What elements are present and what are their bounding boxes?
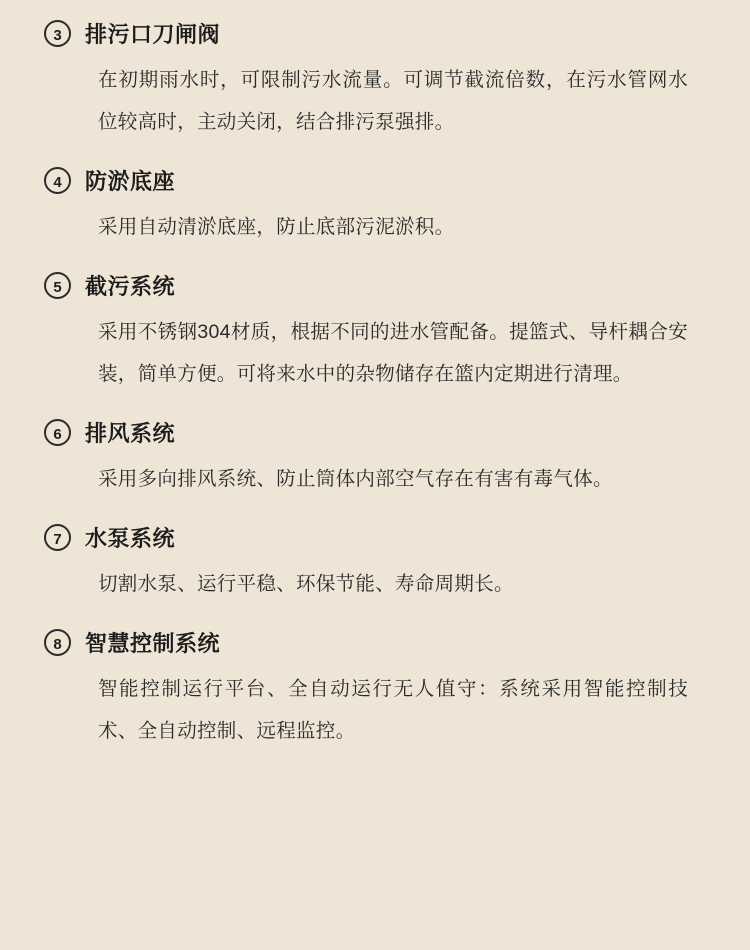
item-number-badge: 4 [44,167,71,194]
list-item-heading [44,627,688,658]
item-number-badge: 3 [44,20,71,47]
list-item [44,270,688,395]
item-number-badge: 7 [44,524,71,551]
list-item-heading [44,522,688,553]
list-item-heading [44,417,688,448]
item-title: 排污口刀闸阀 [85,22,221,47]
list-item [44,165,688,248]
list-item-heading [44,18,688,49]
item-title: 截污系统 [85,274,176,299]
list-item [44,627,688,752]
item-body: 切割水泵、运行平稳、环保节能、寿命周期长。 [98,573,514,595]
item-title: 智慧控制系统 [85,631,221,656]
item-number-badge: 5 [44,272,71,299]
item-body: 采用自动清淤底座，防止底部污泥淤积。 [98,216,455,238]
list-item-heading [44,165,688,196]
item-number-badge: 6 [44,419,71,446]
item-body: 在初期雨水时，可限制污水流量。可调节截流倍数，在污水管网水位较高时，主动关闭，结合排污泵强排。 [98,69,688,133]
list-item [44,417,688,500]
item-title: 水泵系统 [85,526,176,551]
item-number-badge: 8 [44,629,71,656]
item-body: 采用多向排风系统、防止筒体内部空气存在有害有毒气体。 [98,468,613,490]
list-item [44,18,688,143]
list-item-heading [44,270,688,301]
list-item [44,522,688,605]
item-title: 排风系统 [85,421,176,446]
item-body: 智能控制运行平台、全自动运行无人值守：系统采用智能控制技术、全自动控制、远程监控。 [98,678,688,742]
item-body: 采用不锈钢304材质，根据不同的进水管配备。提篮式、导杆耦合安装，简单方便。可将来水中的杂物储存在篮内定期进行清理。 [98,321,688,385]
item-title: 防淤底座 [85,169,176,194]
